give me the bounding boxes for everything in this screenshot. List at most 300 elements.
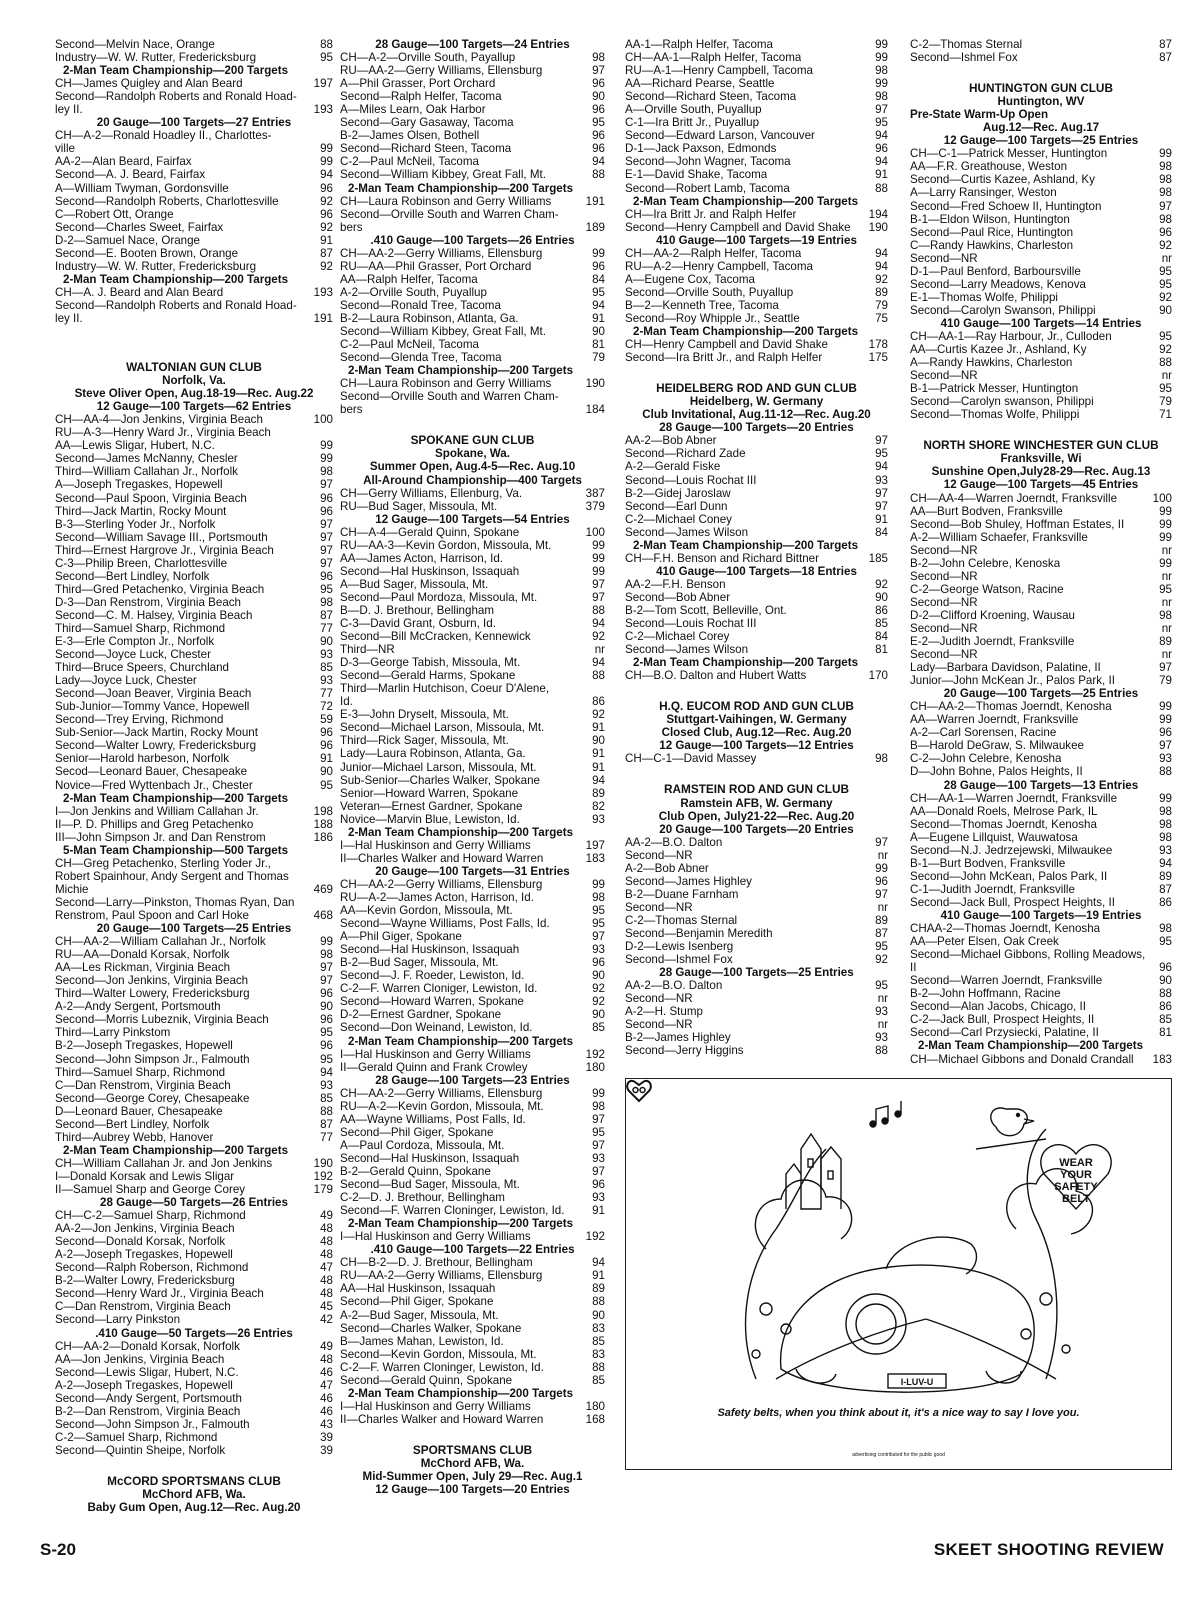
result-entry: AA-1—Ralph Helfer, Tacoma bbox=[625, 38, 773, 51]
result-row bbox=[910, 635, 1172, 648]
result-entry: CH—AA-1—Warren Joerndt, Franksville bbox=[910, 791, 1118, 805]
result-row bbox=[625, 888, 888, 901]
column-1 bbox=[55, 38, 333, 1514]
result-row bbox=[55, 700, 333, 713]
result-score: 97 bbox=[320, 530, 333, 544]
result-score: 97 bbox=[1159, 739, 1172, 753]
result-row bbox=[55, 103, 333, 116]
result-score: 94 bbox=[592, 1256, 605, 1270]
result-row bbox=[55, 805, 333, 818]
result-row bbox=[625, 286, 888, 299]
result-entry: Third—Gred Petachenko, Virginia Beach bbox=[55, 582, 265, 596]
result-row bbox=[340, 839, 605, 852]
result-entry: AA—Kevin Gordon, Missoula, Mt. bbox=[340, 904, 513, 918]
result-entry: Second—NR bbox=[625, 1018, 693, 1032]
result-row bbox=[625, 447, 888, 460]
result-row bbox=[55, 635, 333, 648]
result-score: 97 bbox=[592, 1164, 605, 1178]
result-row bbox=[55, 570, 333, 583]
result-score: 95 bbox=[592, 904, 605, 918]
result-score: 85 bbox=[592, 1334, 605, 1348]
result-row bbox=[910, 857, 1172, 870]
result-row bbox=[625, 351, 888, 364]
result-entry: B-2—Tom Scott, Belleville, Ont. bbox=[625, 603, 787, 617]
result-row bbox=[55, 674, 333, 687]
result-score: 90 bbox=[875, 590, 888, 604]
result-row bbox=[910, 395, 1172, 408]
result-row bbox=[55, 1366, 333, 1379]
result-row bbox=[625, 129, 888, 142]
result-score: 97 bbox=[592, 1138, 605, 1152]
result-entry: A-2—Andy Sergent, Portsmouth bbox=[55, 1000, 221, 1014]
result-entry: AA-2—F.H. Benson bbox=[625, 577, 726, 591]
result-row bbox=[340, 1139, 605, 1152]
section-heading: Franksville, Wi bbox=[1000, 452, 1082, 466]
result-row bbox=[910, 518, 1172, 531]
result-row bbox=[55, 1105, 333, 1118]
result-row bbox=[340, 142, 605, 155]
result-entry: AA—F.R. Greathouse, Weston bbox=[910, 160, 1068, 174]
result-entry: ley II. bbox=[55, 103, 83, 117]
result-entry: Veteran—Ernest Gardner, Spokane bbox=[340, 799, 523, 813]
result-entry: Robert Spainhour, Andy Sergent and Thomas bbox=[55, 869, 289, 883]
result-row bbox=[55, 596, 333, 609]
result-entry: A—Phil Giger, Spokane bbox=[340, 930, 462, 944]
result-row bbox=[340, 64, 605, 77]
result-row bbox=[55, 1209, 333, 1222]
result-entry: C-2—George Watson, Racine bbox=[910, 582, 1064, 596]
result-entry: Second—Alan Jacobs, Chicago, II bbox=[910, 1000, 1086, 1014]
result-entry: D-2—Lewis Isenberg bbox=[625, 940, 734, 954]
result-row bbox=[910, 570, 1172, 583]
result-row bbox=[340, 273, 605, 286]
result-entry: C-2—Thomas Sternal bbox=[910, 38, 1023, 51]
result-score: 84 bbox=[875, 630, 888, 644]
result-score: nr bbox=[877, 900, 888, 914]
result-row bbox=[340, 247, 605, 260]
ad-small-print: advertising contributed for the public good bbox=[852, 1452, 945, 1458]
result-entry: CH—Greg Petachenko, Sterling Yoder Jr., bbox=[55, 856, 271, 870]
result-entry: Second—Carolyn swanson, Philippi bbox=[910, 395, 1094, 409]
safety-belt-ad bbox=[625, 1078, 1172, 1470]
result-row bbox=[340, 526, 605, 539]
result-row bbox=[625, 552, 888, 565]
result-entry: A—William Twyman, Gordonsville bbox=[55, 181, 229, 195]
result-row bbox=[340, 312, 605, 325]
result-row bbox=[340, 1295, 605, 1308]
spacer bbox=[625, 682, 888, 700]
result-entry: CHAA-2—Thomas Joerndt, Kenosha bbox=[910, 922, 1101, 936]
section-heading: 28 Gauge—100 Targets—25 Entries bbox=[659, 966, 854, 980]
result-row bbox=[340, 195, 605, 208]
result-score: 75 bbox=[875, 311, 888, 325]
result-score: 98 bbox=[1159, 608, 1172, 622]
result-score: 92 bbox=[320, 194, 333, 208]
result-row bbox=[340, 1361, 605, 1374]
result-score: nr bbox=[1161, 648, 1172, 662]
result-entry: Sub-Senior—Jack Martin, Rocky Mount bbox=[55, 726, 258, 740]
result-score: 98 bbox=[1159, 186, 1172, 200]
result-row bbox=[55, 1340, 333, 1353]
result-row bbox=[340, 168, 605, 181]
result-entry: B-2—Duane Farnham bbox=[625, 887, 739, 901]
club-heading: HEIDELBERG ROD AND GUN CLUB bbox=[656, 381, 857, 396]
result-row bbox=[910, 974, 1172, 987]
result-row bbox=[910, 147, 1172, 160]
result-score: 98 bbox=[875, 90, 888, 104]
result-row bbox=[340, 351, 605, 364]
result-entry: Senior—Howard Warren, Spokane bbox=[340, 786, 519, 800]
result-row bbox=[55, 1118, 333, 1131]
result-row bbox=[55, 51, 333, 64]
result-score: 90 bbox=[592, 734, 605, 748]
result-score: 92 bbox=[320, 220, 333, 234]
result-entry: RU—A-2—Kevin Gordon, Missoula, Mt. bbox=[340, 1099, 544, 1113]
result-entry: AA—Hal Huskinson, Issaquah bbox=[340, 1282, 496, 1296]
result-entry: CH—AA-2—Gerry Williams, Ellensburg bbox=[340, 246, 543, 260]
result-score: 90 bbox=[1159, 303, 1172, 317]
result-row bbox=[625, 1044, 888, 1057]
result-score: 96 bbox=[320, 569, 333, 583]
result-score: 88 bbox=[875, 181, 888, 195]
result-score: 98 bbox=[320, 948, 333, 962]
spacer bbox=[910, 64, 1172, 82]
result-row bbox=[55, 896, 333, 909]
spacer bbox=[340, 1426, 605, 1444]
result-entry: Second—Edward Larson, Vancouver bbox=[625, 129, 815, 143]
result-row bbox=[55, 426, 333, 439]
result-entry: AA—Lewis Sligar, Hubert, N.C. bbox=[55, 439, 215, 453]
result-entry: Second—Fred Schoew II, Huntington bbox=[910, 199, 1102, 213]
result-entry: Second—William Savage III., Portsmouth bbox=[55, 530, 268, 544]
result-entry: CH—Gerry Williams, Ellenburg, Va. bbox=[340, 486, 523, 500]
result-row bbox=[910, 739, 1172, 752]
result-entry: Second—Carolyn Swanson, Philippi bbox=[910, 303, 1096, 317]
result-entry: C-3—David Grant, Osburn, Id. bbox=[340, 617, 496, 631]
result-score: 99 bbox=[320, 935, 333, 949]
result-row bbox=[625, 500, 888, 513]
result-entry: Secod—Leonard Bauer, Chesapeake bbox=[55, 765, 248, 779]
section-heading: 2-Man Team Championship—200 Targets bbox=[633, 538, 859, 552]
section-heading: Sunshine Open,July28-29—Rec. Aug.13 bbox=[931, 465, 1151, 479]
result-entry: Second—Gary Gasaway, Tacoma bbox=[340, 116, 514, 130]
result-score: 91 bbox=[875, 512, 888, 526]
result-entry: A-2—William Schaefer, Franksville bbox=[910, 530, 1088, 544]
result-score: 87 bbox=[320, 608, 333, 622]
result-score: nr bbox=[1161, 595, 1172, 609]
result-row bbox=[55, 779, 333, 792]
club-heading: WALTONIAN GUN CLUB bbox=[126, 360, 262, 375]
result-entry: III—John Simpson Jr. and Dan Renstrom bbox=[55, 830, 266, 844]
result-row bbox=[910, 765, 1172, 778]
result-score: 92 bbox=[1159, 290, 1172, 304]
result-score: 98 bbox=[592, 891, 605, 904]
result-row bbox=[340, 403, 605, 416]
result-score: 198 bbox=[313, 804, 333, 818]
result-entry: Second—George Corey, Chesapeake bbox=[55, 1091, 250, 1105]
result-score: 98 bbox=[875, 752, 888, 766]
result-entry: bers bbox=[340, 403, 363, 417]
result-score: 94 bbox=[320, 168, 333, 182]
result-entry: B-1—Burt Bodven, Franksville bbox=[910, 856, 1066, 870]
result-entry: CH—C-1—David Massey bbox=[625, 752, 757, 766]
section-heading: 410 Gauge—100 Targets—14 Entries bbox=[940, 316, 1142, 330]
result-row bbox=[625, 591, 888, 604]
result-entry: Second—Larry Pinkston bbox=[55, 1313, 181, 1327]
result-entry: Second—Henry Campbell and David Shake bbox=[625, 220, 851, 234]
result-row bbox=[340, 565, 605, 578]
result-score: 48 bbox=[320, 1274, 333, 1288]
result-entry: E-3—John Dryselt, Missoula, Mt. bbox=[340, 708, 509, 722]
result-row bbox=[910, 818, 1172, 831]
result-score: 93 bbox=[1159, 752, 1172, 766]
result-score: 43 bbox=[320, 1417, 333, 1431]
result-score: 98 bbox=[1159, 173, 1172, 187]
result-score: 170 bbox=[868, 669, 888, 683]
result-entry: B-3—Sterling Yoder Jr., Norfolk bbox=[55, 517, 216, 531]
spacer bbox=[910, 421, 1172, 439]
result-row bbox=[910, 935, 1172, 948]
club-heading: H.Q. EUCOM ROD AND GUN CLUB bbox=[659, 699, 854, 714]
result-entry: AA—Peter Elsen, Oak Creek bbox=[910, 935, 1059, 949]
result-row bbox=[910, 252, 1172, 265]
result-row bbox=[55, 234, 333, 247]
result-row bbox=[625, 155, 888, 168]
section-heading: 12 Gauge—100 Targets—54 Entries bbox=[375, 512, 570, 526]
result-row bbox=[910, 648, 1172, 661]
result-row bbox=[910, 557, 1172, 570]
result-row bbox=[55, 609, 333, 622]
result-score: 85 bbox=[592, 1021, 605, 1035]
result-entry: D-2—Samuel Nace, Orange bbox=[55, 233, 200, 247]
result-entry: Second—William Kibbey, Great Fall, Mt. bbox=[340, 325, 546, 339]
result-row bbox=[910, 304, 1172, 317]
result-score: 99 bbox=[592, 551, 605, 565]
result-row bbox=[55, 948, 333, 961]
result-score: 91 bbox=[592, 760, 605, 774]
result-score: 85 bbox=[1159, 1013, 1172, 1027]
section-heading: 2-Man Team Championship—200 Targets bbox=[348, 1034, 574, 1048]
result-entry: AA—Richard Pearse, Seattle bbox=[625, 77, 775, 91]
result-row bbox=[340, 734, 605, 747]
result-entry: Second—John Simpson Jr., Falmouth bbox=[55, 1052, 250, 1066]
result-row bbox=[340, 338, 605, 351]
result-entry: A-2—Bud Sager, Missoula, Mt. bbox=[340, 1308, 499, 1322]
result-score: 193 bbox=[313, 103, 333, 117]
result-row bbox=[55, 935, 333, 948]
result-score: 96 bbox=[1159, 225, 1172, 239]
section-heading: Baby Gum Open, Aug.12—Rec. Aug.20 bbox=[87, 1501, 301, 1515]
result-entry: Second—Charles Walker, Spokane bbox=[340, 1321, 522, 1335]
result-row bbox=[625, 914, 888, 927]
result-score: 93 bbox=[592, 1191, 605, 1205]
result-entry: Second—Walter Lowry, Fredericksburg bbox=[55, 739, 257, 753]
result-score: 99 bbox=[592, 246, 605, 260]
result-row bbox=[55, 1039, 333, 1052]
result-row bbox=[340, 1348, 605, 1361]
result-row bbox=[910, 1053, 1172, 1066]
result-row bbox=[625, 836, 888, 849]
result-row bbox=[340, 695, 605, 708]
result-row bbox=[910, 896, 1172, 909]
result-score: 81 bbox=[1159, 1026, 1172, 1040]
result-entry: RU—A-1—Henry Campbell, Tacoma bbox=[625, 64, 813, 78]
result-row bbox=[55, 1183, 333, 1196]
result-score: 95 bbox=[1159, 582, 1172, 596]
result-entry: Third—Marlin Hutchison, Coeur D'Alene, bbox=[340, 682, 550, 696]
result-row bbox=[910, 356, 1172, 369]
result-score: 42 bbox=[320, 1313, 333, 1327]
result-score: 96 bbox=[320, 1013, 333, 1027]
result-row bbox=[340, 487, 605, 500]
result-entry: Second—Robert Lamb, Tacoma bbox=[625, 181, 790, 195]
result-score: 95 bbox=[320, 582, 333, 596]
result-row bbox=[625, 979, 888, 992]
result-score: 97 bbox=[875, 486, 888, 500]
result-score: 77 bbox=[320, 687, 333, 701]
result-entry: Second—Randolph Roberts and Ronald Hoad- bbox=[55, 90, 297, 104]
result-row bbox=[55, 247, 333, 260]
result-entry: C-3—Philip Breen, Charlottesville bbox=[55, 556, 228, 570]
spacer bbox=[55, 343, 333, 361]
result-score: 95 bbox=[320, 51, 333, 65]
result-score: 90 bbox=[592, 1308, 605, 1322]
result-entry: Second—Benjamin Meredith bbox=[625, 927, 773, 940]
result-row bbox=[910, 844, 1172, 857]
result-entry: Third—Aubrey Webb, Hanover bbox=[55, 1130, 214, 1144]
result-row bbox=[55, 286, 333, 299]
section-heading: Club Open, July21-22—Rec. Aug.20 bbox=[658, 809, 855, 823]
result-entry: A—Miles Learn, Oak Harbor bbox=[340, 103, 486, 117]
page-number: S-20 bbox=[40, 1540, 76, 1559]
result-entry: CH—AA-4—Jon Jenkins, Virginia Beach bbox=[55, 413, 263, 427]
section-heading: 12 Gauge—100 Targets—62 Entries bbox=[96, 400, 292, 414]
result-entry: C-2—Michael Coney bbox=[625, 512, 732, 526]
result-row bbox=[340, 643, 605, 656]
result-entry: Novice—Marvin Blue, Lewiston, Id. bbox=[340, 812, 520, 826]
result-entry: Second—Hal Huskinson, Issaquah bbox=[340, 564, 520, 578]
result-row bbox=[910, 726, 1172, 739]
result-entry: AA—Ralph Helfer, Tacoma bbox=[340, 272, 478, 286]
result-row bbox=[910, 987, 1172, 1000]
result-score: 197 bbox=[313, 77, 333, 91]
result-score: 97 bbox=[1159, 661, 1172, 675]
result-entry: Renstrom, Paul Spoon and Carl Hoke bbox=[55, 909, 249, 922]
section-heading: 12 Gauge—100 Targets—12 Entries bbox=[659, 739, 854, 753]
result-entry: I—Hal Huskinson and Gerry Williams bbox=[340, 1047, 531, 1061]
result-row bbox=[340, 1204, 605, 1217]
result-score: 45 bbox=[320, 1300, 333, 1314]
result-entry: Second—John McKean, Palos Park, II bbox=[910, 869, 1108, 883]
result-score: 92 bbox=[592, 630, 605, 644]
result-score: 96 bbox=[592, 1178, 605, 1192]
result-row bbox=[340, 1087, 605, 1100]
result-entry: Second—Michael Larson, Missoula, Mt. bbox=[340, 721, 545, 735]
result-entry: B-1—Patrick Messer, Huntington bbox=[910, 382, 1079, 396]
result-entry: Second—Gerald Harms, Spokane bbox=[340, 669, 516, 683]
result-score: 90 bbox=[592, 325, 605, 339]
result-score: 94 bbox=[592, 656, 605, 670]
result-entry: Third—Ernest Hargrove Jr., Virginia Beach bbox=[55, 543, 274, 557]
result-score: 90 bbox=[320, 635, 333, 649]
result-entry: CH—AA-2—Donald Korsak, Norfolk bbox=[55, 1339, 240, 1353]
result-row bbox=[55, 531, 333, 544]
result-score: 95 bbox=[1159, 382, 1172, 396]
result-entry: Third—Samuel Sharp, Richmond bbox=[55, 1065, 226, 1079]
result-entry: Second—J. F. Roeder, Lewiston, Id. bbox=[340, 969, 525, 983]
result-score: 84 bbox=[875, 525, 888, 539]
result-score: 168 bbox=[585, 1412, 605, 1426]
result-score: 192 bbox=[585, 1047, 605, 1061]
spacer bbox=[625, 364, 888, 382]
result-entry: A—Eugene Cox, Tacoma bbox=[625, 272, 755, 286]
result-entry: Third—NR bbox=[340, 643, 395, 657]
result-row bbox=[625, 1005, 888, 1018]
result-row bbox=[55, 1313, 333, 1326]
result-score: 96 bbox=[320, 491, 333, 505]
result-entry: Third—Larry Pinkstom bbox=[55, 1026, 171, 1040]
result-score: 90 bbox=[592, 969, 605, 983]
result-entry: bers bbox=[340, 220, 363, 234]
result-row bbox=[340, 116, 605, 129]
section-heading: 20 Gauge—100 Targets—20 Entries bbox=[659, 822, 854, 836]
result-entry: Second—Roy Whipple Jr., Seattle bbox=[625, 311, 800, 325]
result-entry: Second—Andy Sergent, Portsmouth bbox=[55, 1391, 242, 1405]
heart-text-4: BELT bbox=[1062, 1193, 1090, 1205]
result-score: 83 bbox=[592, 1321, 605, 1335]
result-entry: Second—Jerry Higgins bbox=[625, 1044, 744, 1058]
result-row bbox=[910, 369, 1172, 382]
result-score: 99 bbox=[1159, 147, 1172, 161]
result-row bbox=[55, 818, 333, 831]
result-row bbox=[625, 953, 888, 966]
result-score: 99 bbox=[320, 142, 333, 156]
result-score: 89 bbox=[592, 786, 605, 800]
result-entry: RU—AA—Donald Korsak, Norfolk bbox=[55, 948, 230, 962]
result-score: 88 bbox=[592, 168, 605, 182]
result-row bbox=[910, 922, 1172, 935]
result-row bbox=[625, 862, 888, 875]
result-row bbox=[55, 142, 333, 155]
result-score: 178 bbox=[868, 338, 888, 352]
result-score: 94 bbox=[320, 1065, 333, 1079]
section-heading: Norfolk, Va. bbox=[162, 374, 226, 388]
section-heading: .410 Gauge—100 Targets—26 Entries bbox=[370, 233, 575, 247]
result-score: 97 bbox=[875, 103, 888, 117]
result-entry: A—Eugene Lillquist, Wauwatosa bbox=[910, 830, 1078, 844]
result-score: 180 bbox=[585, 1060, 605, 1074]
result-row bbox=[625, 221, 888, 234]
result-row bbox=[55, 752, 333, 765]
result-score: 92 bbox=[320, 259, 333, 273]
section-heading: 2-Man Team Championship—200 Targets bbox=[348, 1386, 574, 1400]
result-entry: AA—Warren Joerndt, Franksville bbox=[910, 713, 1079, 727]
result-entry: Second—Hal Huskinson, Issaquah bbox=[340, 1151, 520, 1165]
result-row bbox=[55, 168, 333, 181]
result-entry: B-1—Eldon Wilson, Huntington bbox=[910, 212, 1070, 226]
column-2 bbox=[340, 38, 605, 1496]
result-row bbox=[910, 278, 1172, 291]
result-entry: CH—AA-1—Ralph Helfer, Tacoma bbox=[625, 51, 802, 65]
result-score: 91 bbox=[592, 1269, 605, 1283]
result-score: 99 bbox=[320, 452, 333, 466]
result-entry: CH—Ira Britt Jr. and Ralph Helfer bbox=[625, 207, 797, 221]
result-entry: Second—Ronald Tree, Tacoma bbox=[340, 298, 501, 312]
result-row bbox=[55, 583, 333, 596]
result-entry: A—Randy Hawkins, Charleston bbox=[910, 356, 1073, 370]
result-score: 77 bbox=[320, 1130, 333, 1144]
result-score: 46 bbox=[320, 1404, 333, 1418]
